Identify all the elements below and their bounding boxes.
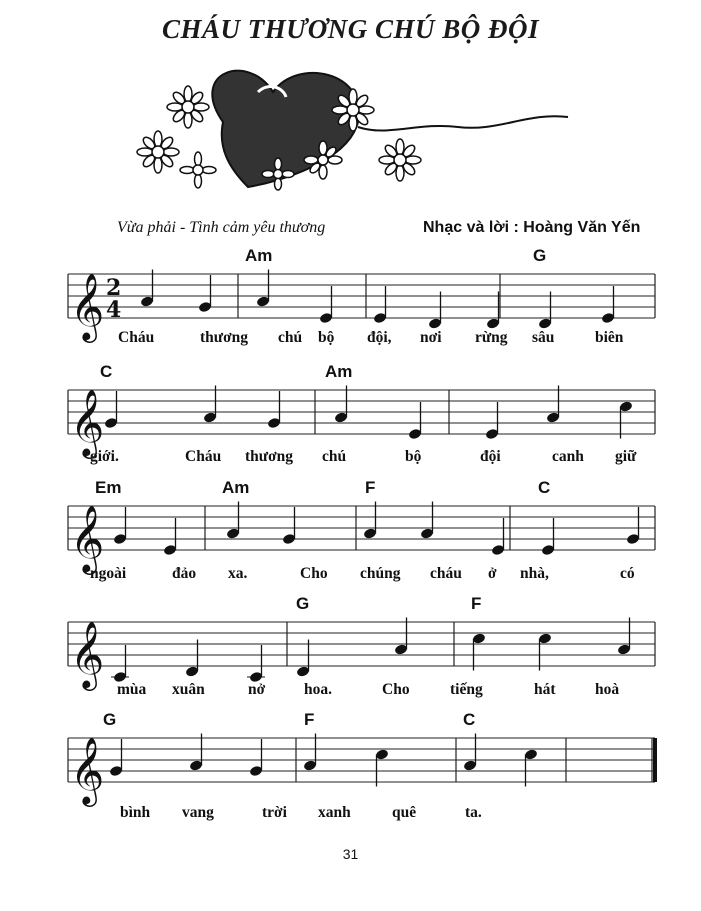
lyric-syllable: nơi bbox=[420, 329, 442, 346]
treble-clef-icon: 𝄞 bbox=[70, 388, 105, 456]
lyric-syllable: quê bbox=[392, 804, 417, 821]
lyric-syllable: mùa bbox=[117, 681, 147, 698]
lyric-syllable: Cho bbox=[300, 565, 328, 582]
lyric-syllable: có bbox=[620, 565, 635, 582]
chord-symbol: G bbox=[533, 246, 547, 265]
song-title: CHÁU THƯƠNG CHÚ BỘ ĐỘI bbox=[162, 14, 539, 44]
lyric-syllable: bộ bbox=[405, 448, 422, 465]
lyric-syllable: đội, bbox=[367, 329, 392, 346]
treble-clef-icon: 𝄞 bbox=[70, 736, 105, 804]
page-number: 31 bbox=[342, 846, 359, 862]
lyric-syllable: Cháu bbox=[185, 448, 222, 465]
lyric-syllable: Cho bbox=[382, 681, 410, 698]
chord-symbol: Am bbox=[325, 362, 353, 381]
lyric-syllable: Cháu bbox=[118, 329, 155, 346]
lyric-syllable: ta. bbox=[465, 804, 482, 821]
chord-symbol: C bbox=[538, 478, 551, 497]
chord-symbol: Am bbox=[222, 478, 250, 497]
chord-symbol: G bbox=[103, 710, 117, 729]
chord-symbol: Em bbox=[95, 478, 122, 497]
lyric-syllable: canh bbox=[552, 448, 584, 465]
lyric-syllable: chú bbox=[278, 329, 303, 346]
lyric-syllable: ngoài bbox=[90, 565, 127, 582]
lyric-syllable: sâu bbox=[532, 329, 555, 346]
lyric-syllable: xanh bbox=[318, 804, 351, 821]
chord-symbol: F bbox=[304, 710, 315, 729]
lyric-syllable: đội bbox=[480, 448, 501, 465]
tempo-marking: Vừa phải - Tình cảm yêu thương bbox=[117, 219, 326, 236]
chord-symbol: Am bbox=[245, 246, 273, 265]
lyric-syllable: chúng bbox=[360, 565, 401, 582]
lyric-syllable: nở bbox=[248, 681, 266, 698]
lyric-syllable: đảo bbox=[172, 565, 197, 582]
chord-symbol: F bbox=[365, 478, 376, 497]
treble-clef-icon: 𝄞 bbox=[70, 272, 105, 340]
lyric-syllable: chú bbox=[322, 448, 347, 465]
lyric-syllable: xa. bbox=[228, 565, 248, 582]
lyric-syllable: thương bbox=[200, 329, 249, 346]
chord-symbol: C bbox=[100, 362, 113, 381]
lyric-syllable: hát bbox=[534, 681, 556, 698]
lyric-syllable: xuân bbox=[172, 681, 205, 698]
chord-symbol: G bbox=[296, 594, 310, 613]
lyric-syllable: tiếng bbox=[450, 681, 483, 698]
time-signature-bottom: 4 bbox=[106, 297, 122, 323]
lyric-syllable: hoa. bbox=[304, 681, 332, 698]
lyric-syllable: bộ bbox=[318, 329, 335, 346]
lyric-syllable: bình bbox=[120, 804, 151, 821]
lyric-syllable: thương bbox=[245, 448, 294, 465]
lyric-syllable: hoà bbox=[595, 681, 620, 698]
lyric-syllable: ở bbox=[488, 565, 497, 582]
lyric-syllable: giữ bbox=[615, 448, 637, 465]
treble-clef-icon: 𝄞 bbox=[70, 620, 105, 688]
lyric-syllable: biên bbox=[595, 329, 624, 346]
lyric-syllable: rừng bbox=[475, 329, 508, 346]
lyric-syllable: trời bbox=[262, 804, 287, 821]
lyric-syllable: cháu bbox=[430, 565, 462, 582]
chord-symbol: C bbox=[463, 710, 476, 729]
final-barline bbox=[653, 738, 657, 782]
chord-symbol: F bbox=[471, 594, 482, 613]
lyric-syllable: nhà, bbox=[520, 565, 549, 582]
lyric-syllable: vang bbox=[182, 804, 214, 821]
time-signature-top: 2 bbox=[106, 275, 122, 301]
treble-clef-icon: 𝄞 bbox=[70, 504, 105, 572]
composer-credit: Nhạc và lời : Hoàng Văn Yến bbox=[423, 219, 641, 236]
lyric-syllable: giới. bbox=[90, 448, 119, 465]
